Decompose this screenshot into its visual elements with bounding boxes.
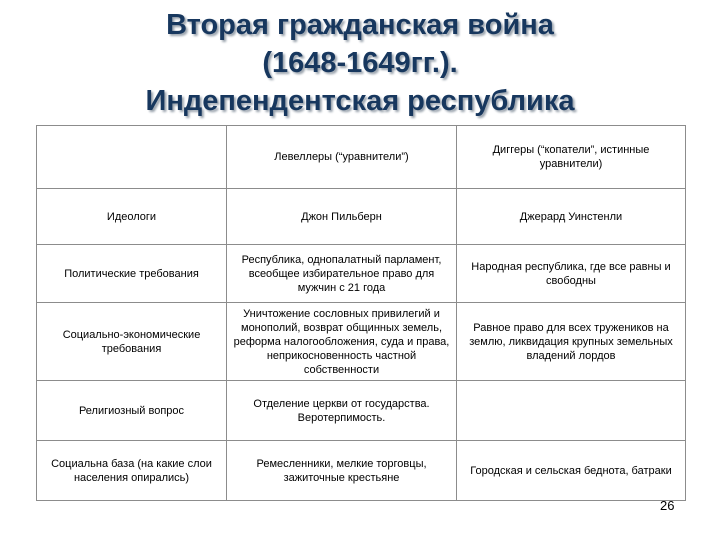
- cell-diggers-social-base: Городская и сельская беднота, батраки: [457, 441, 686, 501]
- cell-diggers-ideologists: Джерард Уинстенли: [457, 189, 686, 245]
- table-row: [37, 381, 686, 441]
- table-row: [37, 441, 686, 501]
- page-number: 26: [660, 498, 675, 513]
- row-label-ideologists: Идеологи: [37, 189, 227, 245]
- cell-levellers-religion: Отделение церкви от государства. Веротерпимость.: [227, 381, 457, 441]
- header-cell-diggers: Диггеры (“копатели”, истинные уравнители): [457, 126, 686, 189]
- title-line-3: Индепендентская республика: [145, 85, 575, 117]
- header-cell-empty: [37, 126, 227, 189]
- row-label-socioeconomic: Социально-экономические требования: [37, 303, 227, 381]
- row-label-social-base: Социальна база (на какие слои населения опирались): [37, 441, 227, 501]
- cell-levellers-socioeconomic: Уничтожение сословных привилегий и монополий, возврат общинных земель, реформа налогообложения, суда и права, неприкосновенность частной собственности: [227, 303, 457, 381]
- table-row: [37, 189, 686, 245]
- table-header-row: [37, 126, 686, 189]
- cell-diggers-religion: [457, 381, 686, 441]
- table-row: [37, 303, 686, 381]
- title-line-2: (1648-1649гг.).: [262, 47, 458, 79]
- cell-levellers-social-base: Ремесленники, мелкие торговцы, зажиточные крестьяне: [227, 441, 457, 501]
- slide-title: [0, 6, 720, 120]
- row-label-political: Политические требования: [37, 245, 227, 303]
- cell-diggers-political: Народная республика, где все равны и свободны: [457, 245, 686, 303]
- title-line-1: Вторая гражданская война: [166, 9, 554, 41]
- cell-levellers-ideologists: Джон Пильберн: [227, 189, 457, 245]
- table-row: [37, 245, 686, 303]
- header-cell-levellers: Левеллеры (“уравнители”): [227, 126, 457, 189]
- row-label-religion: Религиозный вопрос: [37, 381, 227, 441]
- cell-diggers-socioeconomic: Равное право для всех тружеников на землю, ликвидация крупных земельных владений лордов: [457, 303, 686, 381]
- comparison-table: [36, 125, 686, 501]
- cell-levellers-political: Республика, однопалатный парламент, всеобщее избирательное право для мужчин с 21 года: [227, 245, 457, 303]
